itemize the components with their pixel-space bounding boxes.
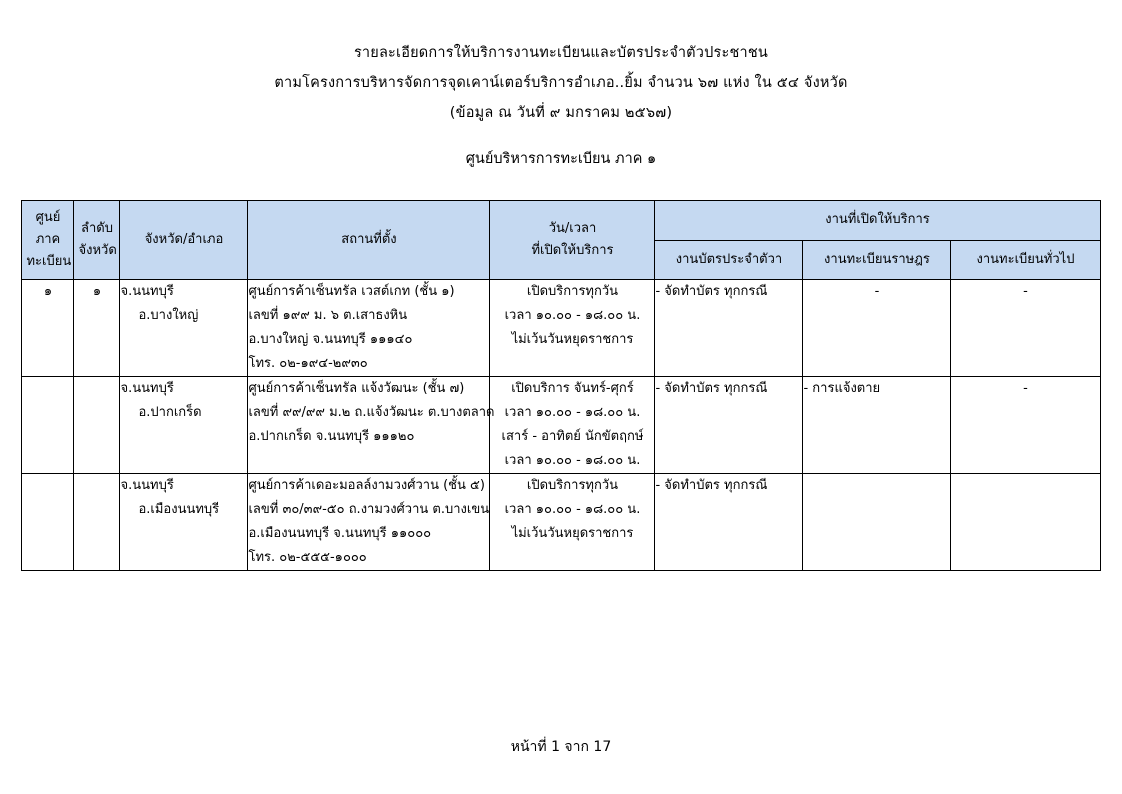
header-service-registration: งานทะเบียนราษฎร bbox=[803, 240, 951, 280]
page-footer: หน้าที่ 1 จาก 17 bbox=[510, 739, 612, 755]
cell-datetime bbox=[490, 377, 655, 474]
cell-service-idcard bbox=[655, 280, 803, 377]
header-service-general: งานทะเบียนทั่วไป bbox=[951, 240, 1100, 280]
table-row bbox=[22, 280, 1100, 377]
cell-service-registration bbox=[803, 377, 951, 474]
cell-province bbox=[120, 474, 248, 571]
cell-center: ๑ bbox=[22, 280, 74, 377]
datetime-line: เปิดบริการทุกวัน bbox=[526, 284, 619, 299]
document-subtitle: ศูนย์บริหารการทะเบียน ภาค ๑ bbox=[465, 151, 657, 167]
title-line-2: ตามโครงการบริหารจัดการจุดเคาน์เตอร์บริการอำเภอ..ยิ้ม จำนวน ๖๗ แห่ง ใน ๕๔ จังหวัด bbox=[274, 75, 848, 91]
cell-province bbox=[120, 280, 248, 377]
location-line: โทร. ๐๒-๕๕๕-๑๐๐๐ bbox=[248, 550, 367, 565]
cell-order: ๑ bbox=[74, 280, 120, 377]
header-order: ลำดับ จังหวัด bbox=[74, 201, 120, 280]
title-line-3: (ข้อมูล ณ วันที่ ๙ มกราคม ๒๕๖๗) bbox=[449, 105, 673, 121]
datetime-line: เสาร์ - อาทิตย์ นักขัตฤกษ์ bbox=[501, 429, 644, 444]
cell-province bbox=[120, 377, 248, 474]
cell-service-registration bbox=[803, 474, 951, 571]
datetime-line: เวลา ๑๐.๐๐ - ๑๘.๐๐ น. bbox=[504, 405, 641, 420]
cell-service-registration bbox=[803, 280, 951, 377]
cell-service-general bbox=[951, 474, 1100, 571]
cell-location bbox=[248, 280, 490, 377]
district-name: อ.เมืองนนทบุรี bbox=[138, 502, 220, 517]
service-line: - จัดทำบัตร ทุกกรณี bbox=[655, 284, 768, 299]
location-line: โทร. ๐๒-๑๙๔-๒๙๓๐ bbox=[248, 356, 368, 371]
header-location: สถานที่ตั้ง bbox=[248, 201, 490, 280]
datetime-line: เปิดบริการ จันทร์-ศุกร์ bbox=[511, 381, 634, 396]
document-header bbox=[0, 0, 1122, 174]
location-line: ศูนย์การค้าเซ็นทรัล แจ้งวัฒนะ (ชั้น ๗) bbox=[248, 381, 465, 396]
cell-datetime bbox=[490, 280, 655, 377]
datetime-line: เวลา ๑๐.๐๐ - ๑๘.๐๐ น. bbox=[504, 502, 641, 517]
datetime-line: ไม่เว้นวันหยุดราชการ bbox=[511, 526, 634, 541]
location-line: อ.บางใหญ่ จ.นนทบุรี ๑๑๑๔๐ bbox=[248, 332, 413, 347]
location-line: ศูนย์การค้าเดอะมอลล์งามวงศ์วาน (ชั้น ๕) bbox=[248, 478, 485, 493]
table-row bbox=[22, 377, 1100, 474]
cell-service-general bbox=[951, 377, 1100, 474]
location-line: ศูนย์การค้าเซ็นทรัล เวสต์เกท (ชั้น ๑) bbox=[248, 284, 455, 299]
service-line: - bbox=[874, 284, 880, 299]
header-province: จังหวัด/อำเภอ bbox=[120, 201, 248, 280]
datetime-line: เวลา ๑๐.๐๐ - ๑๘.๐๐ น. bbox=[504, 308, 641, 323]
header-service-idcard: งานบัตรประจำตัวา bbox=[655, 240, 803, 280]
datetime-line: ไม่เว้นวันหยุดราชการ bbox=[511, 332, 634, 347]
cell-service-idcard bbox=[655, 377, 803, 474]
district-name: อ.บางใหญ่ bbox=[138, 308, 199, 323]
location-line: เลขที่ ๓๐/๓๙-๕๐ ถ.งามวงศ์วาน ต.บางเขน bbox=[248, 502, 490, 517]
cell-location bbox=[248, 377, 495, 474]
header-services-group: งานที่เปิดให้บริการ bbox=[655, 201, 1100, 241]
service-line: - bbox=[1023, 381, 1028, 396]
province-name: จ.นนทบุรี bbox=[120, 381, 174, 396]
table-header-row-1 bbox=[22, 201, 1100, 241]
cell-center bbox=[22, 377, 74, 474]
district-name: อ.ปากเกร็ด bbox=[138, 405, 202, 420]
location-line: อ.เมืองนนทบุรี จ.นนทบุรี ๑๑๐๐๐ bbox=[248, 526, 432, 541]
location-line: อ.ปากเกร็ด จ.นนทบุรี ๑๑๑๒๐ bbox=[248, 429, 415, 444]
province-name: จ.นนทบุรี bbox=[120, 478, 174, 493]
cell-order bbox=[74, 474, 120, 571]
service-line: - bbox=[1023, 284, 1028, 299]
service-line: - จัดทำบัตร ทุกกรณี bbox=[655, 478, 768, 493]
table-row bbox=[22, 474, 1100, 571]
title-line-1: รายละเอียดการให้บริการงานทะเบียนและบัตรประจำตัวประชาชน bbox=[353, 45, 769, 61]
cell-location bbox=[248, 474, 490, 571]
datetime-line: เวลา ๑๐.๐๐ - ๑๘.๐๐ น. bbox=[504, 453, 641, 468]
header-datetime: วัน/เวลา ที่เปิดให้บริการ bbox=[490, 201, 655, 280]
service-line: - จัดทำบัตร ทุกกรณี bbox=[655, 381, 768, 396]
cell-center bbox=[22, 474, 74, 571]
location-line: เลขที่ ๙๙/๙๙ ม.๒ ถ.แจ้งวัฒนะ ต.บางตลาด bbox=[248, 405, 495, 420]
cell-service-general bbox=[951, 280, 1100, 377]
service-table bbox=[21, 200, 1100, 571]
location-line: เลขที่ ๑๙๙ ม. ๖ ต.เสาธงหิน bbox=[248, 308, 408, 323]
cell-datetime bbox=[490, 474, 655, 571]
cell-order bbox=[74, 377, 120, 474]
province-name: จ.นนทบุรี bbox=[120, 284, 174, 299]
header-center: ศูนย์ภาค ทะเบียน bbox=[22, 201, 74, 280]
service-line: - การแจ้งตาย bbox=[803, 381, 881, 396]
datetime-line: เปิดบริการทุกวัน bbox=[526, 478, 619, 493]
cell-service-idcard bbox=[655, 474, 803, 571]
table-head bbox=[22, 201, 1100, 280]
table-body bbox=[22, 280, 1100, 571]
